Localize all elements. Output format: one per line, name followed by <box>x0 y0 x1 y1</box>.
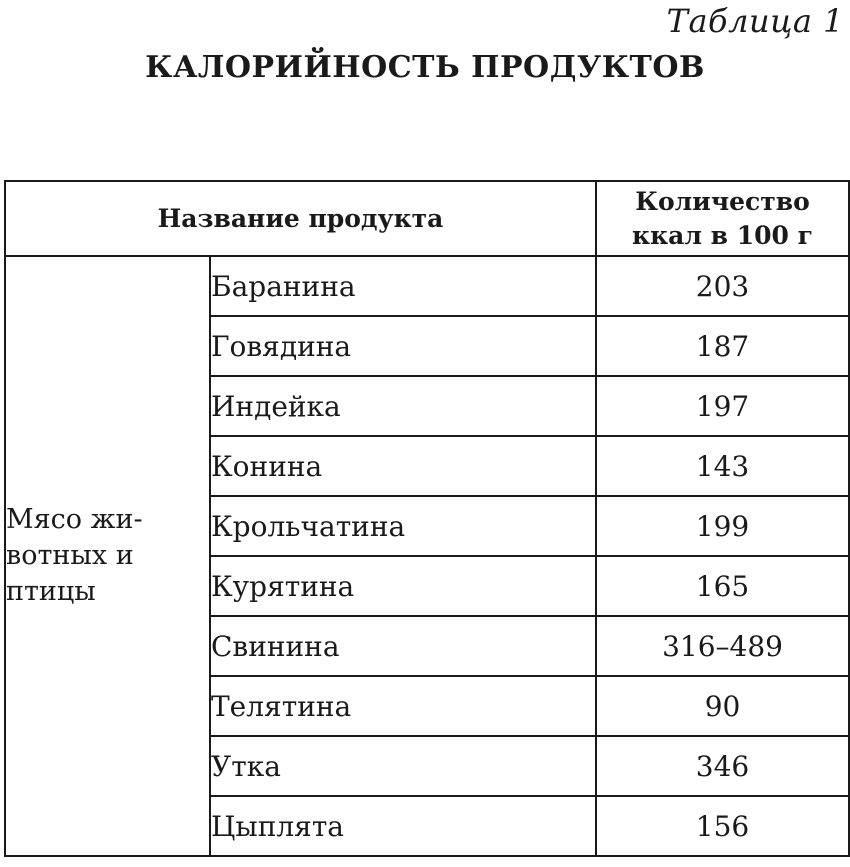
category-line3: птицы <box>6 576 96 607</box>
header-kcal-amount <box>596 181 849 256</box>
product-name: Свинина <box>210 616 596 676</box>
product-name: Курятина <box>210 556 596 616</box>
product-name: Говядина <box>210 316 596 376</box>
header-kcal-line2: ккал в 100 г <box>632 220 813 250</box>
kcal-value: 143 <box>596 436 849 496</box>
kcal-value: 90 <box>596 676 849 736</box>
category-line2: вотных и <box>6 540 134 571</box>
kcal-value: 187 <box>596 316 849 376</box>
kcal-value: 316–489 <box>596 616 849 676</box>
table-number-label: Таблица 1 <box>666 2 844 40</box>
category-cell <box>5 256 210 856</box>
kcal-value: 197 <box>596 376 849 436</box>
calorie-table <box>4 180 850 857</box>
category-line1: Мясо жи- <box>6 504 143 535</box>
kcal-value: 203 <box>596 256 849 316</box>
kcal-value: 199 <box>596 496 849 556</box>
product-name: Телятина <box>210 676 596 736</box>
product-name: Баранина <box>210 256 596 316</box>
product-name: Индейка <box>210 376 596 436</box>
table-header-row <box>5 181 849 256</box>
kcal-value: 156 <box>596 796 849 856</box>
kcal-value: 165 <box>596 556 849 616</box>
product-name: Цыплята <box>210 796 596 856</box>
table-row <box>5 256 849 316</box>
kcal-value: 346 <box>596 736 849 796</box>
header-kcal-line1: Количество <box>635 186 810 216</box>
header-product-name: Название продукта <box>5 181 596 256</box>
product-name: Конина <box>210 436 596 496</box>
product-name: Утка <box>210 736 596 796</box>
product-name: Крольчатина <box>210 496 596 556</box>
page-title: КАЛОРИЙНОСТЬ ПРОДУКТОВ <box>145 50 705 85</box>
